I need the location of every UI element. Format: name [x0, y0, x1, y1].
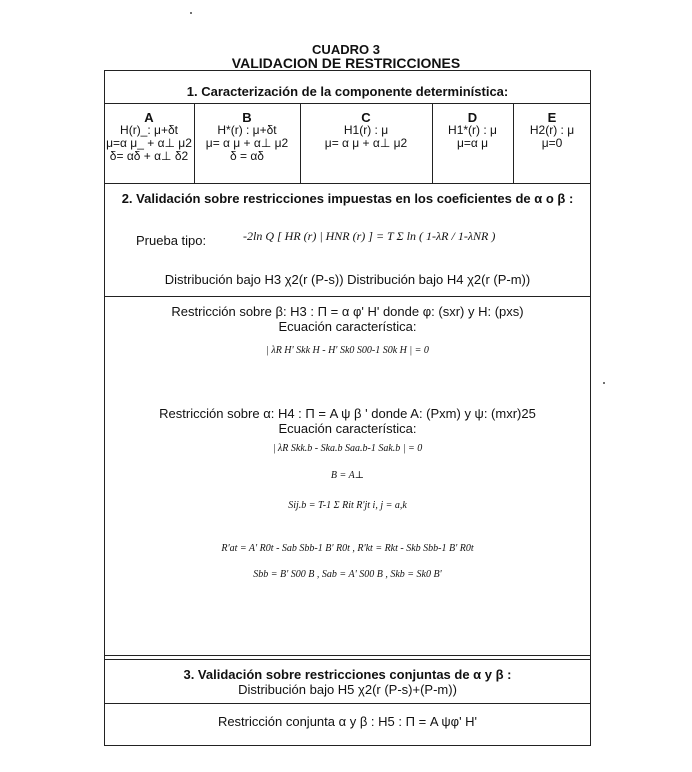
column-line: δ= αδ + α⊥ δ2 [109, 149, 189, 163]
column-line: H1(r) : μ [343, 123, 389, 137]
column-label: A [144, 110, 154, 125]
column-label: E [547, 110, 557, 125]
moment-matrix-definitions: Sbb = B' S00 B , Sab = A' S00 B , Skb = Sk0 B' [253, 569, 442, 580]
prueba-label: Prueba tipo: [136, 233, 207, 248]
column-e [513, 111, 591, 150]
alpha-restriction: Restricción sobre α: H4 : Π = A ψ β ' donde A: (Pxm) y ψ: (mxr)25 [159, 406, 536, 421]
column-line: μ=0 [541, 136, 563, 150]
column-b [194, 111, 300, 163]
characteristic-equation-label: Ecuación característica: [278, 421, 417, 436]
divider [104, 296, 591, 297]
section2-title: 2. Validación sobre restricciones impuestas en los coeficientes de α o β : [121, 191, 574, 206]
column-line: H1*(r) : μ [448, 123, 497, 137]
b-definition: B = A⊥ [330, 470, 365, 481]
divider [104, 703, 591, 704]
column-line: H*(r) : μ+δt [217, 123, 277, 137]
distribution-line: Distribución bajo H3 χ2(r (P-s)) Distribución bajo H4 χ2(r (P-m)) [164, 272, 531, 287]
cuadro-label: CUADRO 3 [312, 42, 380, 57]
column-label: D [467, 110, 478, 125]
column-label: C [361, 110, 371, 125]
likelihood-ratio-formula: -2ln Q [ HR (r) | HNR (r) ] = T Σ ln ( 1-λR / 1-λNR ) [243, 229, 496, 243]
column-line: μ=α μ_ + α⊥ μ2 [106, 136, 192, 150]
scan-speck [190, 12, 192, 14]
column-line: μ= α μ + α⊥ μ2 [205, 136, 289, 150]
column-line: H(r)_: μ+δt [120, 123, 178, 137]
scan-speck [603, 382, 605, 384]
column-line: μ= α μ + α⊥ μ2 [324, 136, 408, 150]
s-matrix-definition: Sij.b = T-1 Σ Rit R'jt i, j = a,k [288, 500, 407, 511]
column-label: B [242, 110, 252, 125]
joint-distribution-line: Distribución bajo H5 χ2(r (P-s)+(P-m)) [238, 682, 457, 697]
column-d [432, 111, 513, 150]
page-title: VALIDACION DE RESTRICCIONES [231, 55, 461, 71]
characteristic-equation-label: Ecuación característica: [278, 319, 417, 334]
beta-characteristic-equation: | λR H' Skk H - H' Sk0 S00-1 S0k H | = 0 [266, 345, 429, 356]
section3-title: 3. Validación sobre restricciones conjuntas de α y β : [183, 667, 512, 682]
divider [104, 183, 591, 184]
column-line: μ=α μ [456, 136, 489, 150]
divider [104, 655, 591, 656]
column-c [300, 111, 432, 150]
residual-definitions: R'at = A' R0t - Sab Sbb-1 B' R0t , R'kt = Rkt - Skb Sbb-1 B' R0t [221, 543, 474, 554]
column-line: H2(r) : μ [529, 123, 575, 137]
beta-restriction: Restricción sobre β: H3 : Π = α φ' H' donde φ: (sxr) y H: (pxs) [171, 304, 524, 319]
column-a [104, 111, 194, 163]
section1-title: 1. Caracterización de la componente determinística: [186, 84, 509, 99]
column-line: δ = αδ [230, 149, 264, 163]
alpha-characteristic-equation: | λR Skk.b - Ska.b Saa.b-1 Sak.b | = 0 [272, 443, 423, 454]
joint-restriction: Restricción conjunta α y β : H5 : Π = A ψφ' H' [217, 714, 478, 729]
divider [104, 659, 591, 660]
divider [104, 103, 591, 104]
